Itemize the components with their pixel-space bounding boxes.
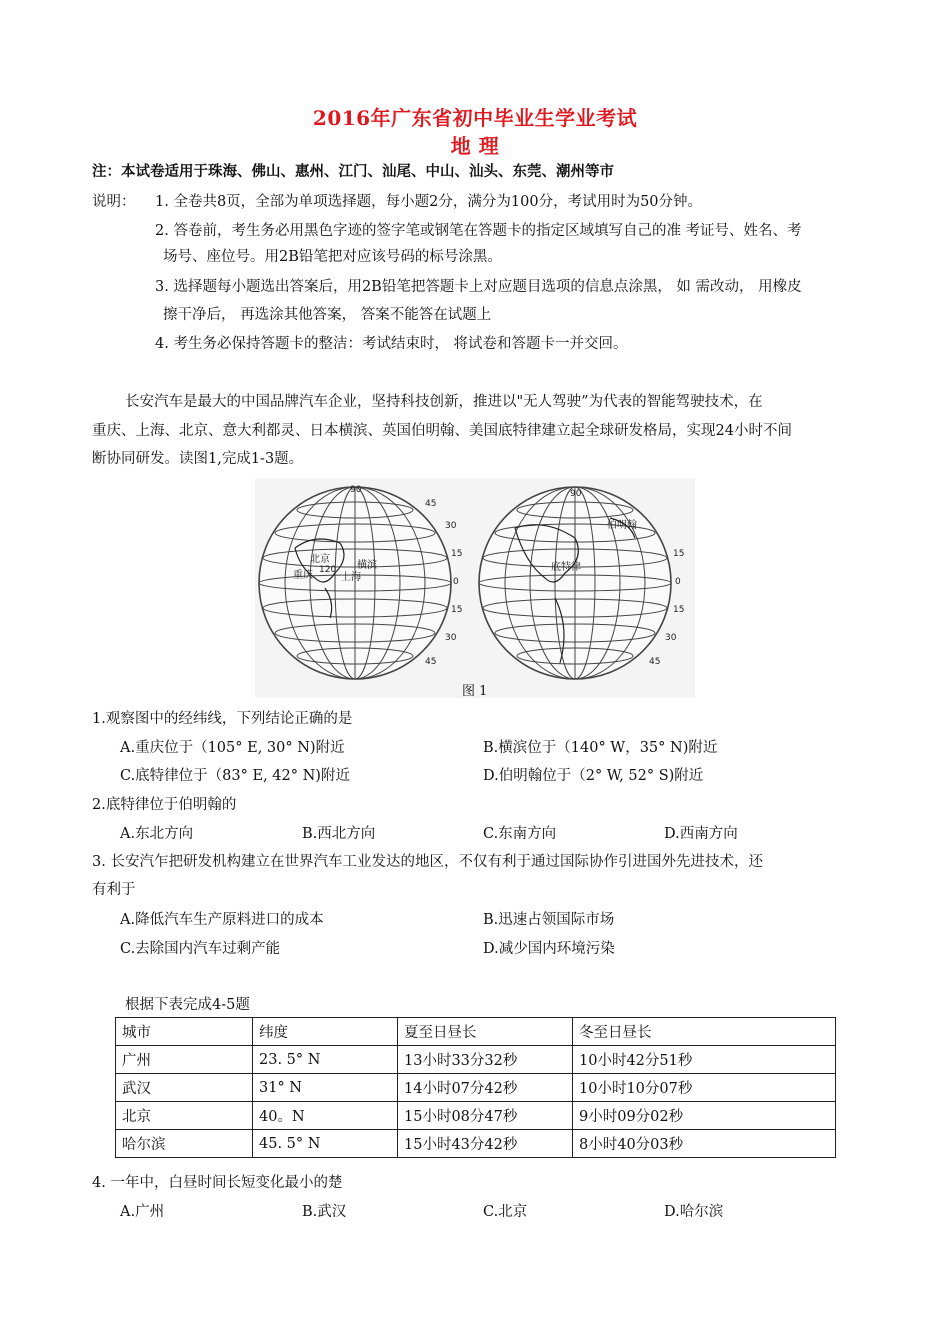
instruction-line: 擦干净后， 再选涂其他答案， 答案不能答在试题上 [163, 307, 492, 323]
question-1-option-a: A.重庆位于（105° E, 30° N)附近 [120, 740, 345, 756]
subject-title: 地 理 [450, 134, 500, 158]
left-lat-label: 15 [451, 605, 463, 615]
passage-line: 重庆、上海、北京、意大利都灵、日本横滨、英国伯明翰、美国底特律建立起全球研发格局，实现24小时不间 [92, 423, 792, 439]
right-lat-label: 30 [665, 633, 677, 643]
left-lon-label: 120 [319, 565, 337, 575]
left-lat-label: 0 [453, 577, 459, 587]
question-2-option-c: C.东南方向 [483, 826, 557, 842]
city-label-shanghai: 上海 [341, 572, 361, 583]
question-1-option-b: B.横滨位于（140° W，35° N)附近 [483, 740, 718, 756]
table-cell: 广州 [116, 1046, 253, 1074]
right-globe [479, 487, 671, 679]
table-cell: 10小时10分07秒 [573, 1074, 836, 1102]
left-globe [259, 487, 451, 679]
table-cell: 45. 5° N [253, 1130, 398, 1158]
table-cell: 23. 5° N [253, 1046, 398, 1074]
instruction-line: 1. 全卷共8页，全部为单项选择题，每小题2分，满分为100分，考试用时为50分钟。 [155, 194, 703, 210]
table-cell: 13小时33分32秒 [398, 1046, 573, 1074]
left-lat-label: 45 [425, 657, 437, 667]
table-cell: 14小时07分42秒 [398, 1074, 573, 1102]
table-cell: 15小时43分42秒 [398, 1130, 573, 1158]
right-lat-label: 15 [673, 549, 685, 559]
table-header-cell: 夏至日昼长 [398, 1018, 573, 1046]
right-lat-label: 90 [570, 489, 582, 499]
question-4-option-a: A.广州 [120, 1204, 165, 1220]
instruction-line: 3. 选择题每小题选出答案后，用2B铅笔把答题卡上对应题目选项的信息点涂黑， 如 需改动， 用橡皮 [155, 279, 802, 295]
figure-caption: 图 1 [462, 684, 488, 699]
table-cell: 9小时09分02秒 [573, 1102, 836, 1130]
right-lat-label: 0 [675, 577, 681, 587]
question-2-option-d: D.西南方向 [664, 826, 738, 842]
daylength-table [115, 1017, 836, 1158]
table-cell: 40。N [253, 1102, 398, 1130]
table-cell: 31° N [253, 1074, 398, 1102]
table-cell: 15小时08分47秒 [398, 1102, 573, 1130]
table-cell: 北京 [116, 1102, 253, 1130]
question-4-stem: 4. 一年中，白昼时间长短变化最小的楚 [92, 1175, 343, 1191]
question-1-option-d: D.伯明翰位于（2° W, 52° S)附近 [483, 768, 704, 784]
question-3-stem: 3. 长安汽乍把研发机构建立在世界汽车工业发达的地区，不仅有利于通过国际协作引进国外先进技术，还 [92, 854, 763, 870]
instruction-line: 2. 答卷前，考生务必用黑色字迹的签字笔或钢笔在答题卡的指定区域填写自己的准 考证号、姓名、考 [155, 223, 802, 239]
left-lat-label: 90 [350, 485, 362, 495]
question-2-stem: 2.底特律位于伯明翰的 [92, 797, 237, 813]
left-lat-label: 45 [425, 499, 437, 509]
table-header-cell: 城市 [116, 1018, 253, 1046]
question-3-option-b: B.迅速占领国际市场 [483, 912, 615, 928]
question-4-option-c: C.北京 [483, 1204, 528, 1220]
globe-figure [255, 478, 695, 698]
applicable-cities-note: 注：本试卷适用于珠海、佛山、惠州、江门、汕尾、中山、汕头、东莞、潮州等市 [92, 164, 614, 180]
table-row [116, 1102, 836, 1130]
table-row [116, 1046, 836, 1074]
city-label-detroit: 底特律 [551, 562, 581, 573]
table-row [116, 1074, 836, 1102]
instruction-line: 场号、座位号。用2B铅笔把对应该号码的标号涂黑。 [163, 249, 502, 265]
city-label-chongqing: 重庆 [293, 570, 313, 581]
city-label-yokohama: 横滨 [357, 560, 377, 571]
left-lat-label: 30 [445, 633, 457, 643]
question-2-option-b: B.西北方向 [302, 826, 376, 842]
passage-line: 断协同研发。读图1,完成1-3题。 [92, 451, 304, 467]
question-3-option-a: A.降低汽车生产原料进口的成本 [120, 912, 324, 928]
question-4-option-d: D.哈尔滨 [664, 1204, 724, 1220]
left-lat-label: 30 [445, 521, 457, 531]
question-3-option-d: D.减少国内环境污染 [483, 941, 615, 957]
instruction-line: 4. 考生务必保持答题卡的整洁：考试结束时， 将试卷和答题卡一并交回。 [155, 336, 628, 352]
city-label-beijing: 北京 [310, 554, 330, 565]
question-1-stem: 1.观察图中的经纬线，下列结论正确的是 [92, 711, 353, 727]
table-header-row [116, 1018, 836, 1046]
question-3-stem-cont: 有利于 [92, 882, 136, 898]
question-4-option-b: B.武汉 [302, 1204, 347, 1220]
passage-line: 长安汽车是最大的中国品牌汽车企业，坚持科技创新，推进以"无人驾驶”为代表的智能驾驶技术，在 [125, 394, 763, 410]
question-1-option-c: C.底特律位于（83° E, 42° N)附近 [120, 768, 350, 784]
table-row [116, 1130, 836, 1158]
table-intro: 根据下表完成4-5题 [125, 997, 250, 1013]
table-header-cell: 冬至日昼长 [573, 1018, 836, 1046]
question-2-option-a: A.东北方向 [120, 826, 194, 842]
question-3-option-c: C.去除国内汽车过剩产能 [120, 941, 281, 957]
table-header-cell: 纬度 [253, 1018, 398, 1046]
table-cell: 武汉 [116, 1074, 253, 1102]
table-cell: 10小时42分51秒 [573, 1046, 836, 1074]
right-lat-label: 45 [649, 657, 661, 667]
instructions-label: 说明： [92, 194, 136, 210]
city-label-birmingham: 伯明翰 [607, 520, 637, 531]
table-cell: 哈尔滨 [116, 1130, 253, 1158]
exam-title: 2016年广东省初中毕业生学业考试 [312, 106, 638, 130]
left-lat-label: 15 [451, 549, 463, 559]
right-lat-label: 15 [673, 605, 685, 615]
table-cell: 8小时40分03秒 [573, 1130, 836, 1158]
